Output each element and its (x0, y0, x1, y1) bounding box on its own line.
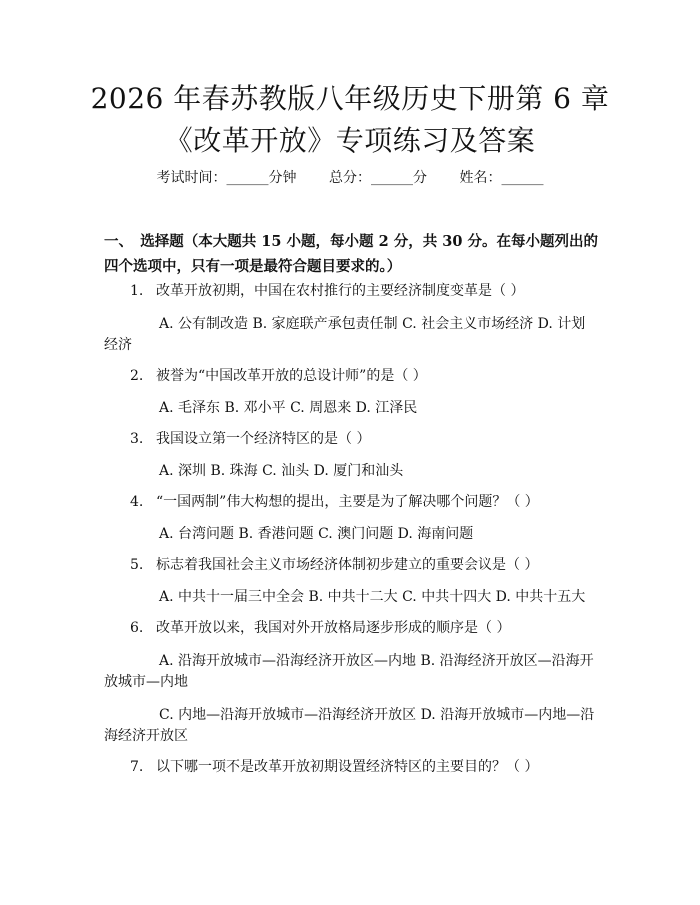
question-2 (104, 364, 604, 388)
options-text: C. 内地—沿海开放城市—沿海经济开放区 D. 沿海开放城市—内地—沿 (159, 707, 595, 723)
options-text: A. 台湾问题 B. 香港问题 C. 澳门问题 D. 海南问题 (159, 526, 474, 542)
options-text: 放城市—内地 (104, 674, 188, 690)
question-4-options (104, 522, 604, 546)
page-title: 2026 年春苏教版八年级历史下册第 6 章《改革开放》专项练习及答案 (90, 82, 610, 157)
question-3-options (104, 459, 604, 483)
question-2-options (104, 396, 604, 420)
question-5-options (104, 585, 604, 609)
question-stem: 被誉为“中国改革开放的总设计师”的是（ ） (156, 368, 427, 384)
question-stem: “一国两制”伟大构想的提出，主要是为了解决哪个问题？（ ） (156, 494, 539, 510)
question-stem: 改革开放以来，我国对外开放格局逐步形成的顺序是（ ） (156, 620, 511, 636)
options-text: A. 沿海开放城市—沿海经济开放区—内地 B. 沿海经济开放区—沿海开 (159, 653, 594, 669)
exam-time: 考试时间：______分钟 (156, 170, 297, 186)
question-stem: 改革开放初期，中国在农村推行的主要经济制度变革是（ ） (156, 283, 525, 299)
question-1 (104, 279, 604, 303)
question-5 (104, 553, 604, 577)
question-stem: 我国设立第一个经济特区的是（ ） (156, 431, 371, 447)
options-text: A. 公有制改造 B. 家庭联产承包责任制 C. 社会主义市场经济 D. 计划 (159, 316, 586, 332)
options-text: A. 中共十一届三中全会 B. 中共十二大 C. 中共十四大 D. 中共十五大 (159, 589, 586, 605)
question-number: 1. (130, 283, 144, 299)
options-text: A. 深圳 B. 珠海 C. 汕头 D. 厦门和汕头 (159, 463, 404, 479)
question-number: 4. (130, 494, 144, 510)
total-score: 总分：______分 (329, 170, 427, 186)
question-3 (104, 427, 604, 451)
question-1-options-cont (104, 333, 604, 357)
student-name: 姓名：______ (459, 170, 544, 186)
question-number: 3. (130, 431, 144, 447)
question-stem: 标志着我国社会主义市场经济体制初步建立的重要会议是（ ） (156, 557, 539, 573)
question-6 (104, 616, 604, 640)
section-heading: 一、 选择题（本大题共 15 小题，每小题 2 分，共 30 分。在每小题列出的四个选项中，只有一项是最符合题目要求的。） (104, 233, 598, 275)
exam-info (0, 168, 700, 188)
question-4 (104, 490, 604, 514)
question-number: 6. (130, 620, 144, 636)
question-7 (104, 755, 604, 779)
question-6-options-cd-cont (104, 724, 604, 748)
question-6-options-ab-cont (104, 670, 604, 694)
question-number: 7. (130, 759, 144, 775)
options-text: A. 毛泽东 B. 邓小平 C. 周恩来 D. 江泽民 (159, 400, 418, 416)
options-text: 经济 (104, 337, 132, 353)
options-text: 海经济开放区 (104, 728, 188, 744)
question-number: 5. (130, 557, 144, 573)
question-number: 2. (130, 368, 144, 384)
question-stem: 以下哪一项不是改革开放初期设置经济特区的主要目的？（ ） (156, 759, 539, 775)
